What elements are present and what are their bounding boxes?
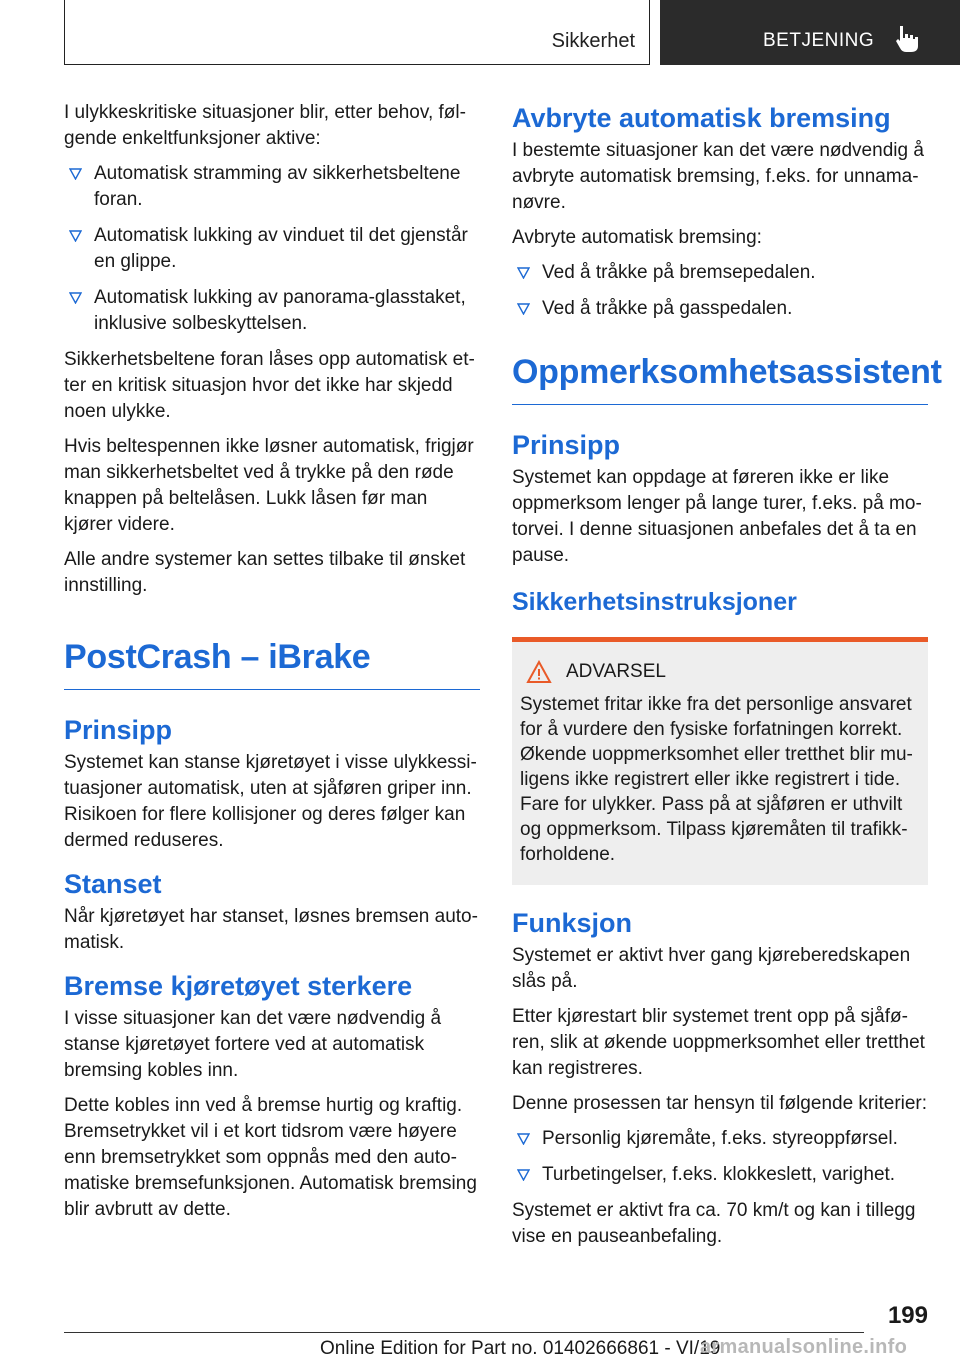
hand-pointer-icon	[894, 24, 922, 54]
section-heading-postcrash: PostCrash – iBrake	[64, 637, 480, 690]
triangle-bullet-icon	[517, 1133, 530, 1145]
paragraph: Systemet er aktivt hver gang kjøreberedskapen slås på.	[512, 945, 911, 992]
paragraph: Sikkerhetsbeltene foran låses opp automatisk etter en kritisk situasjon hvor det ikke har skjedd noen ulykke.	[64, 349, 475, 422]
subheading-safety: Sikkerhetsinstruksjoner	[512, 588, 797, 616]
list-item: Turbetingelser, f.eks. klokkeslett, varighet.	[512, 1162, 928, 1188]
cancel-braking-list	[512, 260, 928, 322]
header-chapter-box	[660, 0, 960, 65]
paragraph: Hvis beltespennen ikke løsner automatisk, frigjør man sikkerhetsbeltet ved å trykke på den røde knappen på beltelåsen. Lukk låsen før man kjører videre.	[64, 436, 474, 535]
warning-title: ADVARSEL	[566, 661, 666, 682]
subheading-prinsipp: Prinsipp	[512, 430, 621, 460]
paragraph: Denne prosessen tar hensyn til følgende kriterier:	[512, 1093, 928, 1114]
paragraph: Systemet kan oppdage at føreren ikke er like oppmerksom lenger på lange turer, f.eks. på motorvei. I denne situasjonen anbefales det å ta en pause.	[512, 467, 922, 566]
warning-box	[512, 637, 928, 885]
right-column	[512, 100, 942, 1259]
triangle-bullet-icon	[69, 292, 82, 304]
page-header	[0, 0, 960, 66]
section-heading-attention: Oppmerksomhetsassistent	[512, 352, 928, 405]
triangle-bullet-icon	[517, 267, 530, 279]
left-column	[64, 100, 480, 1232]
triangle-bullet-icon	[69, 168, 82, 180]
paragraph: Systemet er aktivt fra ca. 70 km/t og kan i tillegg vise en pauseanbefaling.	[512, 1200, 916, 1247]
paragraph: I bestemte situasjoner kan det være nødvendig å avbryte automatisk bremsing, f.eks. for unnamanøvre.	[512, 140, 924, 213]
subheading-avbryte: Avbryte automatisk bremsing	[512, 103, 891, 133]
list-item: Automatisk stramming av sikkerhetsbeltene foran.	[64, 161, 480, 213]
paragraph: Dette kobles inn ved å bremse hurtig og kraftig. Bremsetrykket vil i et kort tidsrom være høyere enn bremsetrykket som oppnås med den automatiske bremsefunksjonen. Automatisk bremsing blir avbrutt av dette.	[64, 1095, 477, 1220]
criteria-list	[512, 1126, 928, 1188]
header-chapter-title: BETJENING	[763, 30, 875, 51]
footer-divider	[64, 1332, 864, 1333]
footer-watermark: armanualsonline.info	[700, 1336, 908, 1358]
page-number: 199	[887, 1302, 928, 1329]
header-section-title: Sikkerhet	[551, 30, 635, 52]
list-item: Ved å tråkke på bremsepedalen.	[512, 260, 928, 286]
crash-functions-list	[64, 161, 480, 337]
subheading-stanset: Stanset	[64, 869, 162, 899]
warning-header	[520, 660, 920, 684]
triangle-bullet-icon	[69, 230, 82, 242]
header-section-box	[64, 0, 650, 65]
list-item: Automatisk lukking av vinduet til det gjenstår en glippe.	[64, 223, 480, 275]
paragraph: I visse situasjoner kan det være nødvendig å stanse kjøretøyet fortere ved at automatisk bremsing kobles inn.	[64, 1008, 442, 1081]
list-item: Automatisk lukking av panorama-glasstaket, inklusive solbeskyttelsen.	[64, 285, 480, 337]
warning-triangle-icon	[526, 660, 552, 684]
paragraph: Systemet kan stanse kjøretøyet i visse ulykkessituasjoner automatisk, uten at sjåføren griper inn. Risikoen for flere kollisjoner og deres følger kan dermed reduseres.	[64, 752, 477, 851]
footer-edition: Online Edition for Part no. 01402666861 - VI/19	[320, 1338, 721, 1359]
subheading-bremse: Bremse kjøretøyet sterkere	[64, 971, 413, 1001]
warning-text: Systemet fritar ikke fra det personlige ansvaret for å vurdere den fysiske forfatningen korrekt. Økende uoppmerksomhet eller tretthet blir muligens ikke registrert eller ikke registrert i tide. Fare for ulykker. Pass på at sjåføren er uthvilt og oppmerksom. Tilpass kjøremåten til trafikkforholdene.	[520, 694, 913, 865]
subheading-prinsipp: Prinsipp	[64, 715, 173, 745]
triangle-bullet-icon	[517, 1169, 530, 1181]
list-item: Ved å tråkke på gasspedalen.	[512, 296, 928, 322]
paragraph: Etter kjørestart blir systemet trent opp på sjåføren, slik at økende uoppmerksomhet eller tretthet kan registreres.	[512, 1006, 925, 1079]
paragraph: Avbryte automatisk bremsing:	[512, 227, 762, 248]
intro-text: I ulykkeskritiske situasjoner blir, etter behov, følgende enkeltfunksjoner aktive:	[64, 102, 466, 149]
paragraph: Alle andre systemer kan settes tilbake til ønsket innstilling.	[64, 549, 466, 596]
subheading-funksjon: Funksjon	[512, 908, 632, 938]
list-item: Personlig kjøremåte, f.eks. styreoppførsel.	[512, 1126, 928, 1152]
triangle-bullet-icon	[517, 303, 530, 315]
paragraph: Når kjøretøyet har stanset, løsnes bremsen automatisk.	[64, 906, 478, 953]
